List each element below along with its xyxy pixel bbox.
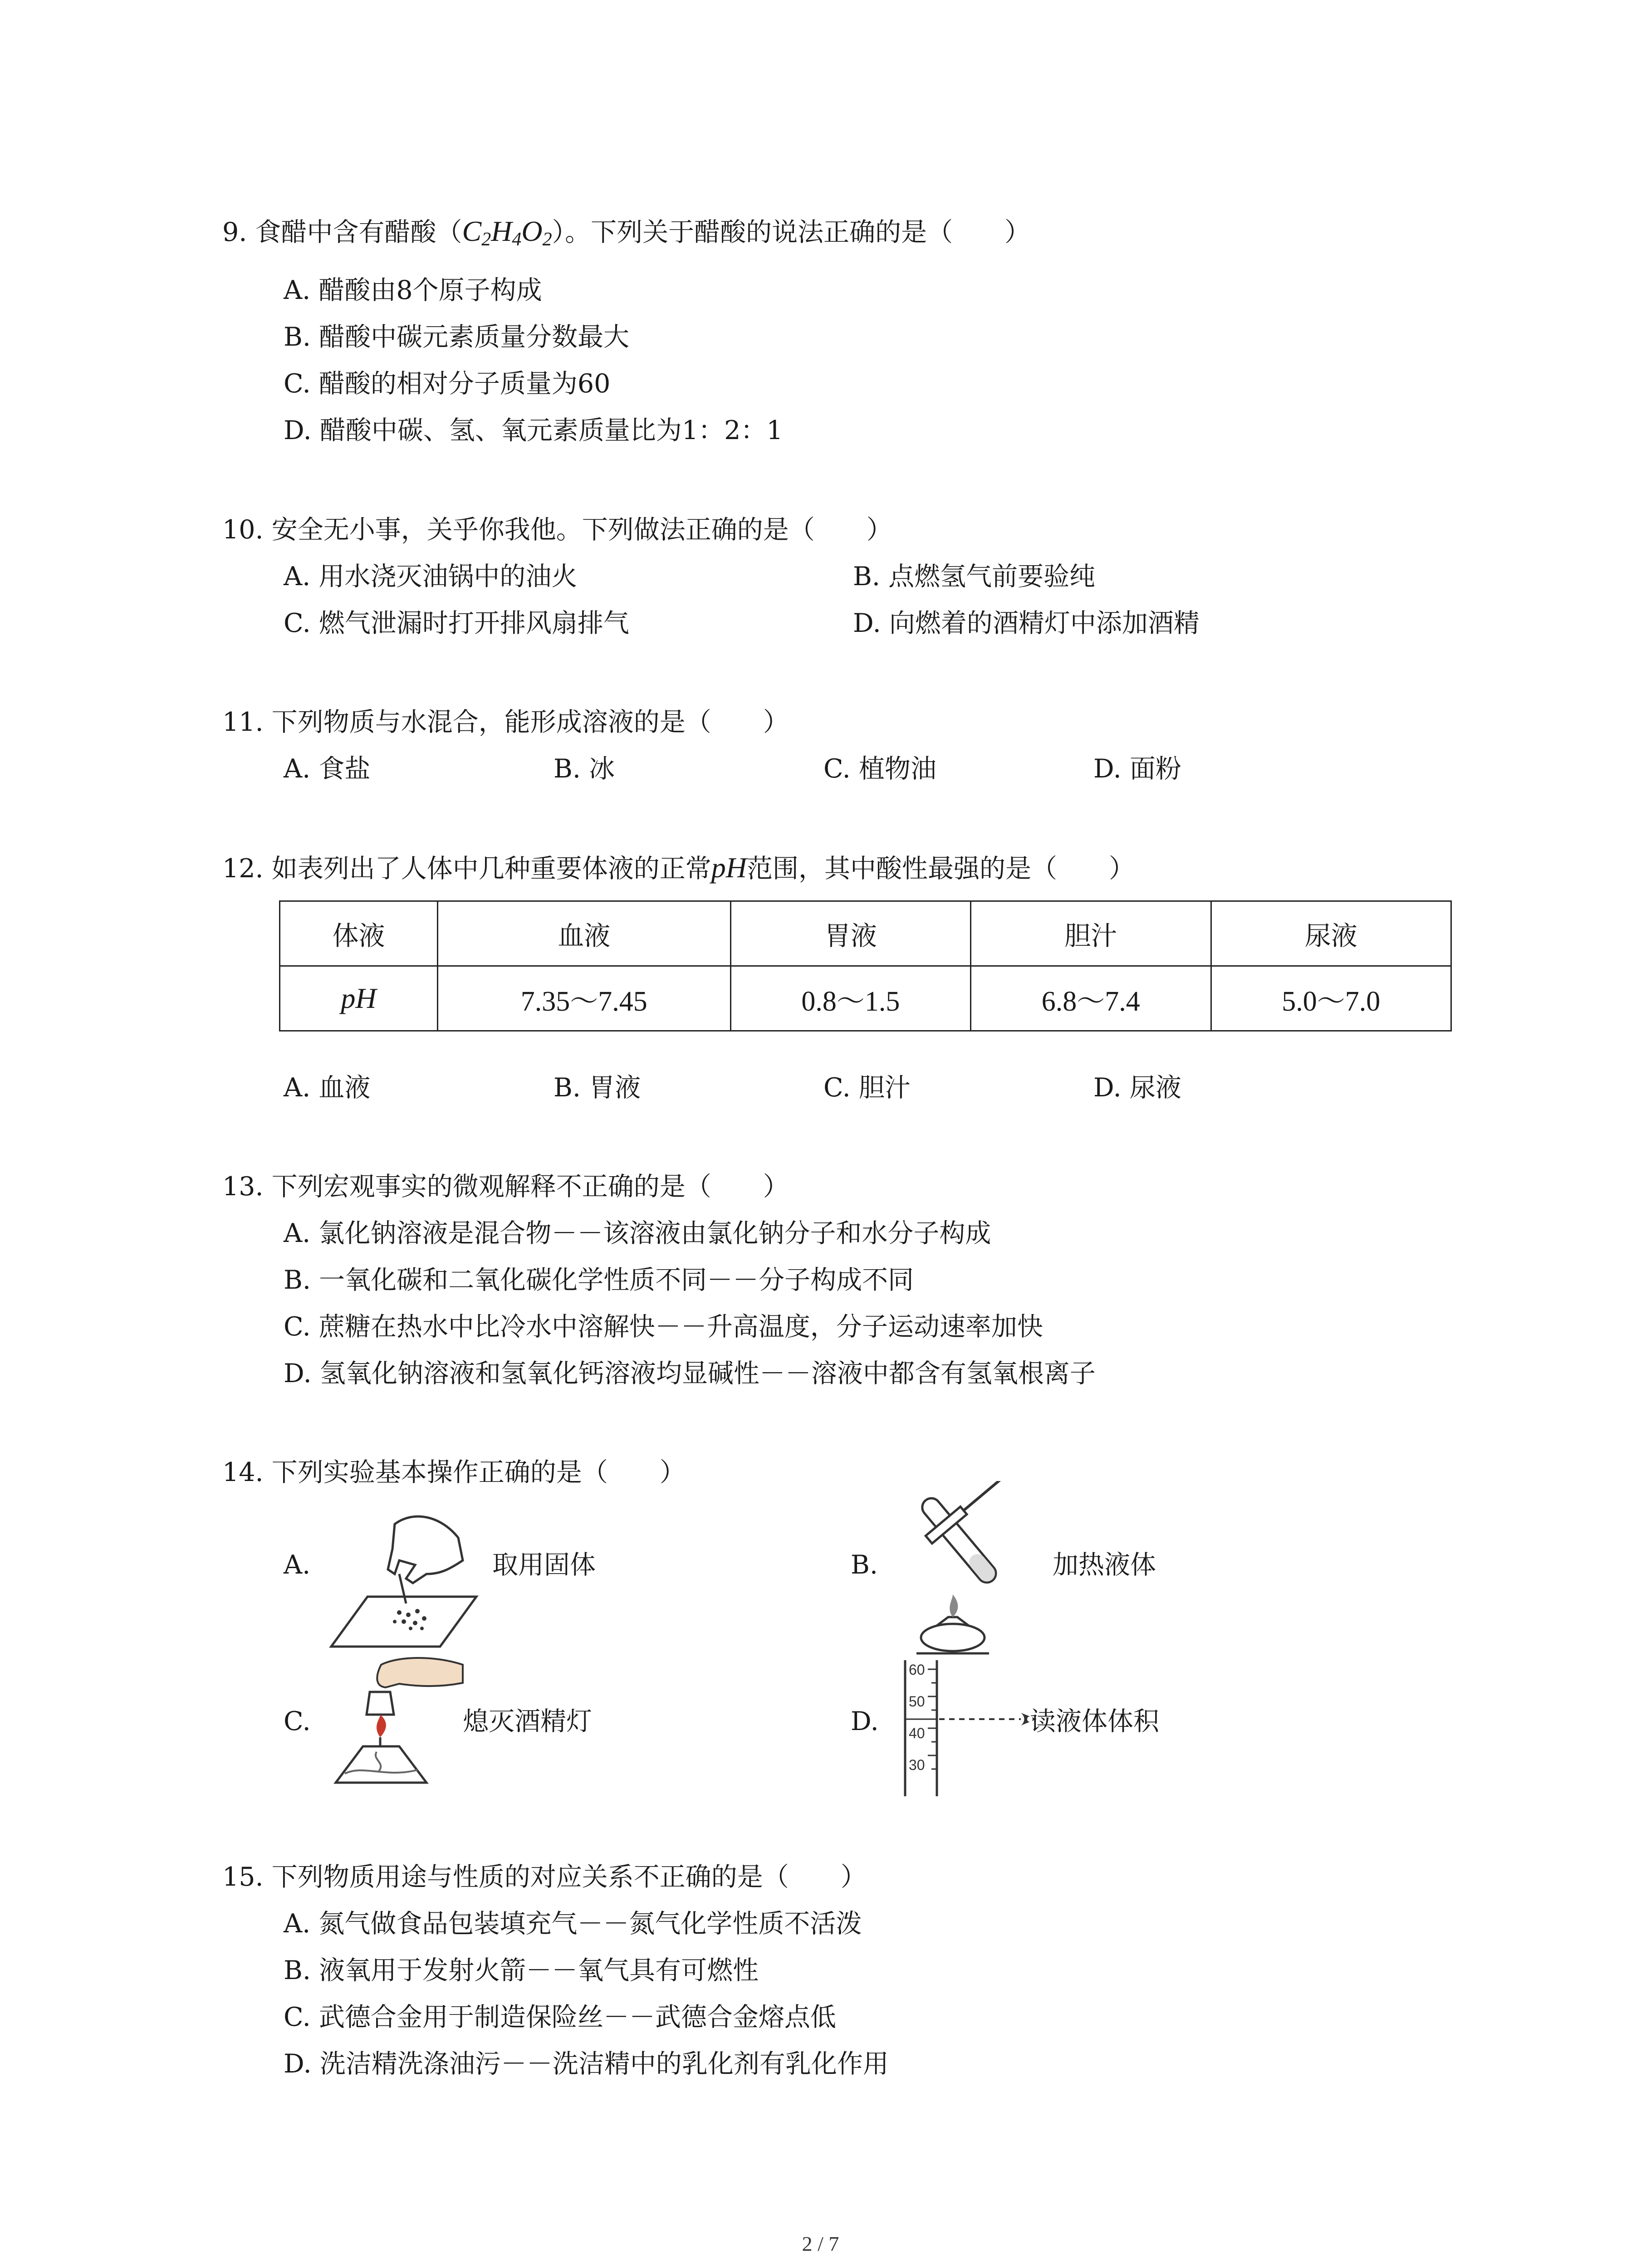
q11-option-a: A. 食盐 bbox=[284, 754, 371, 784]
q11-option-b: B. 冰 bbox=[554, 754, 615, 784]
q14-option-b-caption: 加热液体 bbox=[1053, 1550, 1156, 1580]
table-header-cell: 血液 bbox=[437, 901, 730, 966]
q14-option-c-caption: 熄灭酒精灯 bbox=[463, 1706, 592, 1736]
q12-stem-ph: pH bbox=[711, 851, 747, 884]
acetic-acid-formula: $C_2H_4O_2$ bbox=[462, 215, 552, 250]
q14-option-a-caption: 取用固体 bbox=[492, 1550, 596, 1580]
q9-option-b: B. 醋酸中碳元素质量分数最大 bbox=[284, 322, 630, 352]
q12-option-b: B. 胃液 bbox=[554, 1073, 641, 1103]
q14-option-d-letter: D. bbox=[851, 1706, 879, 1736]
q11-option-d: D. 面粉 bbox=[1093, 754, 1181, 784]
cylinder-tick-label: 40 bbox=[909, 1725, 925, 1741]
table-header-cell: 胆汁 bbox=[971, 901, 1211, 966]
q9-option-d: D. 醋酸中碳、氢、氧元素质量比为1：2：1 bbox=[284, 415, 783, 445]
ph-range-table bbox=[279, 900, 1452, 1031]
table-header-row bbox=[280, 901, 1451, 966]
q9-stem-pre: 9. 食醋中含有醋酸（ bbox=[222, 217, 462, 247]
q13-stem: 13. 下列宏观事实的微观解释不正确的是（ ） bbox=[222, 1172, 789, 1202]
table-header-cell: 体液 bbox=[280, 901, 438, 966]
q12-option-d: D. 尿液 bbox=[1093, 1073, 1181, 1103]
q14-option-d-caption: 读液体体积 bbox=[1030, 1706, 1159, 1736]
q9-stem-post: ）。下列关于醋酸的说法正确的是（ ） bbox=[552, 217, 1031, 247]
extinguish-alcohol-lamp-icon bbox=[327, 1651, 472, 1801]
q11-option-c: C. 植物油 bbox=[823, 754, 936, 784]
q15-stem: 15. 下列物质用途与性质的对应关系不正确的是（ ） bbox=[222, 1862, 867, 1892]
table-cell: 0.8～1.5 bbox=[730, 966, 970, 1031]
table-row bbox=[280, 966, 1451, 1031]
q12-option-a: A. 血液 bbox=[284, 1073, 371, 1103]
q11-stem: 11. 下列物质与水混合，能形成溶液的是（ ） bbox=[222, 707, 789, 737]
q15-option-b: B. 液氧用于发射火箭－－氧气具有可燃性 bbox=[284, 1955, 759, 1985]
cylinder-tick-label: 50 bbox=[909, 1693, 925, 1710]
q13-option-d: D. 氢氧化钠溶液和氢氧化钙溶液均显碱性－－溶液中都含有氢氧根离子 bbox=[284, 1359, 1096, 1388]
q15-option-d: D. 洗洁精洗涤油污－－洗洁精中的乳化剂有乳化作用 bbox=[284, 2049, 889, 2079]
q13-option-a: A. 氯化钠溶液是混合物－－该溶液由氯化钠分子和水分子构成 bbox=[284, 1218, 991, 1248]
q14-option-a-letter: A. bbox=[284, 1550, 311, 1580]
q10-option-a: A. 用水浇灭油锅中的油火 bbox=[284, 562, 578, 591]
q12-option-c: C. 胆汁 bbox=[823, 1073, 911, 1103]
q14-stem: 14. 下列实验基本操作正确的是（ ） bbox=[222, 1457, 686, 1487]
cylinder-tick-label: 60 bbox=[909, 1662, 925, 1678]
q9-stem bbox=[222, 213, 1030, 258]
table-cell: 7.35～7.45 bbox=[437, 966, 730, 1031]
heating-test-tube-icon bbox=[889, 1481, 1043, 1662]
table-cell: 5.0～7.0 bbox=[1211, 966, 1451, 1031]
q14-option-c-letter: C. bbox=[284, 1706, 311, 1736]
q13-option-c: C. 蔗糖在热水中比冷水中溶解快－－升高温度，分子运动速率加快 bbox=[284, 1312, 1043, 1342]
q15-option-c: C. 武德合金用于制造保险丝－－武德合金熔点低 bbox=[284, 2002, 836, 2032]
table-header-cell: 胃液 bbox=[730, 901, 970, 966]
q14-option-b-letter: B. bbox=[851, 1550, 878, 1580]
page-number: 2 / 7 bbox=[802, 2232, 839, 2255]
q9-option-a: A. 醋酸由8个原子构成 bbox=[284, 275, 542, 305]
table-row-label: pH bbox=[280, 966, 438, 1031]
q15-option-a: A. 氮气做食品包装填充气－－氮气化学性质不活泼 bbox=[284, 1909, 862, 1939]
table-header-cell: 尿液 bbox=[1211, 901, 1451, 966]
q10-option-c: C. 燃气泄漏时打开排风扇排气 bbox=[284, 608, 629, 638]
q10-option-d: D. 向燃着的酒精灯中添加酒精 bbox=[853, 608, 1200, 638]
q10-option-b: B. 点燃氢气前要验纯 bbox=[853, 562, 1096, 591]
graduated-cylinder-reading-icon bbox=[901, 1656, 1050, 1801]
table-cell: 6.8～7.4 bbox=[971, 966, 1211, 1031]
cylinder-tick-label: 30 bbox=[909, 1757, 925, 1773]
q13-option-b: B. 一氧化碳和二氧化碳化学性质不同－－分子构成不同 bbox=[284, 1265, 914, 1295]
q9-option-c: C. 醋酸的相对分子质量为60 bbox=[284, 369, 611, 399]
q12-stem: 12. 如表列出了人体中几种重要体液的正常pH范围，其中酸性最强的是（ ） bbox=[222, 851, 1135, 884]
hand-taking-solid-icon bbox=[327, 1506, 481, 1656]
q10-stem: 10. 安全无小事，关乎你我他。下列做法正确的是（ ） bbox=[222, 515, 892, 545]
